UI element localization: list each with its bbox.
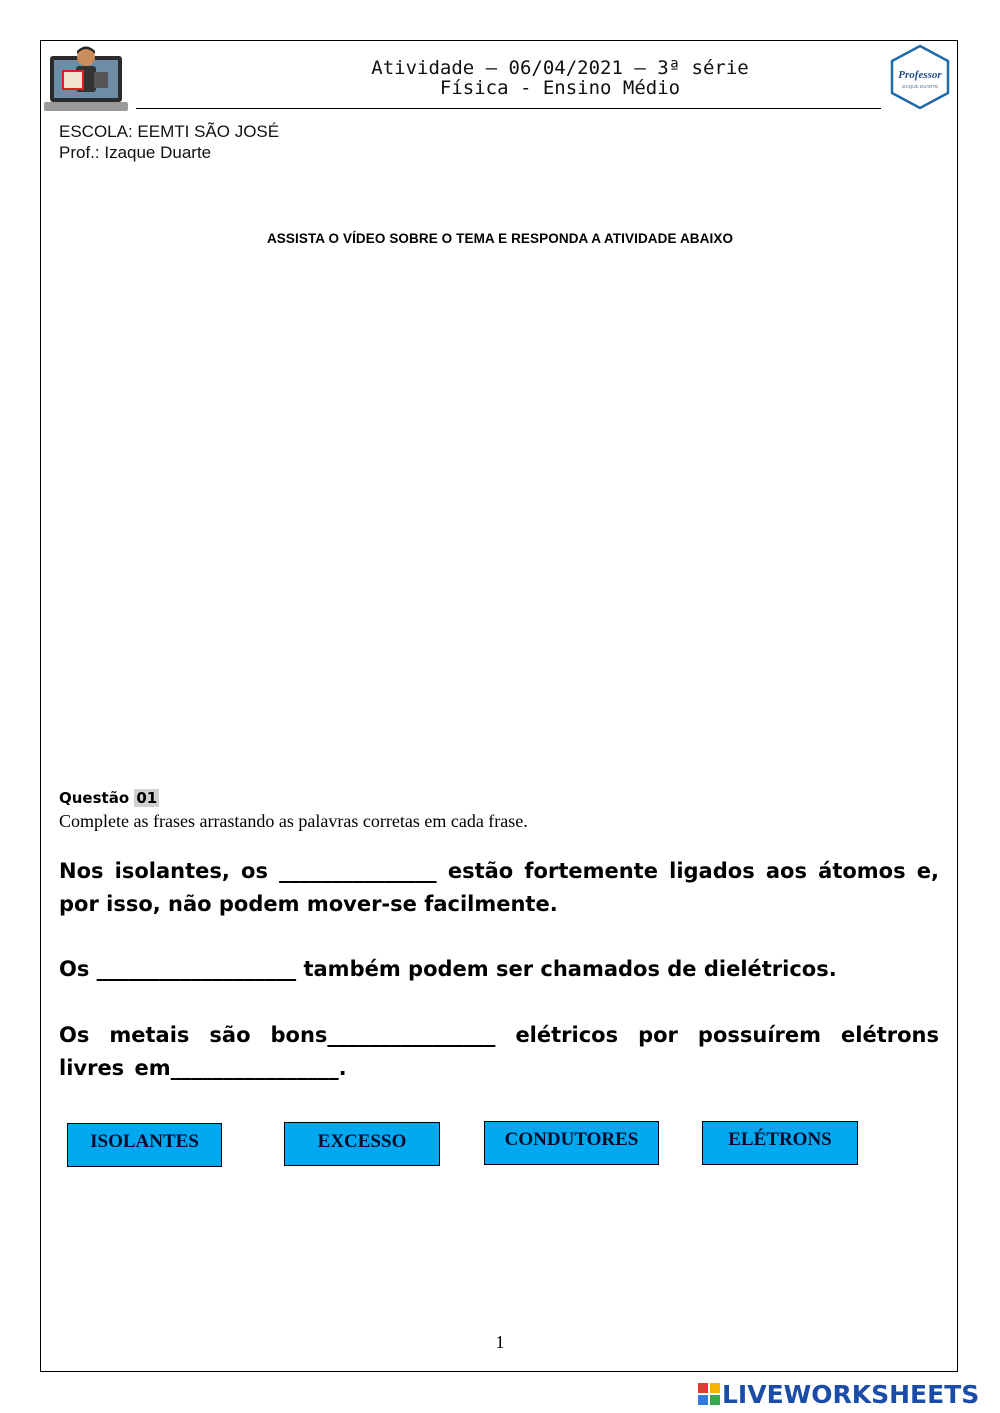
sentence-1[interactable]: Nos isolantes, os _______________ estão fortemente ligados aos átomos e, por isso, não podem mover-se facilmente. [59,859,939,916]
activity-title [300,58,820,98]
word-eletrons[interactable]: ELÉTRONS [702,1121,858,1165]
word-condutores[interactable]: CONDUTORES [484,1121,659,1165]
professor-name: Prof.: Izaque Duarte [59,143,212,162]
sentence-3-text: Os metais são bons________________ elétricos por possuírem elétrons livres em________________. [59,1023,939,1080]
question-number: 01 [136,789,158,807]
question-word: Questão [59,789,130,807]
question-label [59,789,159,807]
liveworksheets-logo-icon [698,1383,720,1405]
professor-badge [888,44,952,110]
teacher-laptop-logo [42,42,130,114]
school-info [59,121,279,163]
title-line-2: Física - Ensino Médio [439,77,681,99]
badge-subtext: IZAQUE DUARTE [901,84,939,89]
title-line-1: Atividade – 06/04/2021 – 3ª série [371,57,749,79]
sentence-3[interactable] [59,1019,939,1085]
word-excesso[interactable]: EXCESSO [284,1122,440,1166]
liveworksheets-footer[interactable] [698,1378,979,1410]
badge-text: Professor [898,69,942,81]
sentence-2[interactable]: Os ___________________ também podem ser chamados de dielétricos. [59,957,837,981]
question-subtitle: Complete as frases arrastando as palavras corretas em cada frase. [59,811,528,831]
word-isolantes[interactable]: ISOLANTES [67,1123,222,1167]
header-divider [136,108,881,109]
liveworksheets-brand: LIVEWORKSHEETS [722,1379,980,1409]
school-name: ESCOLA: EEMTI SÃO JOSÉ [59,122,280,141]
page-number: 1 [495,1332,505,1352]
instruction-heading: ASSISTA O VÍDEO SOBRE O TEMA E RESPONDA A ATIVIDADE ABAIXO [266,231,734,246]
